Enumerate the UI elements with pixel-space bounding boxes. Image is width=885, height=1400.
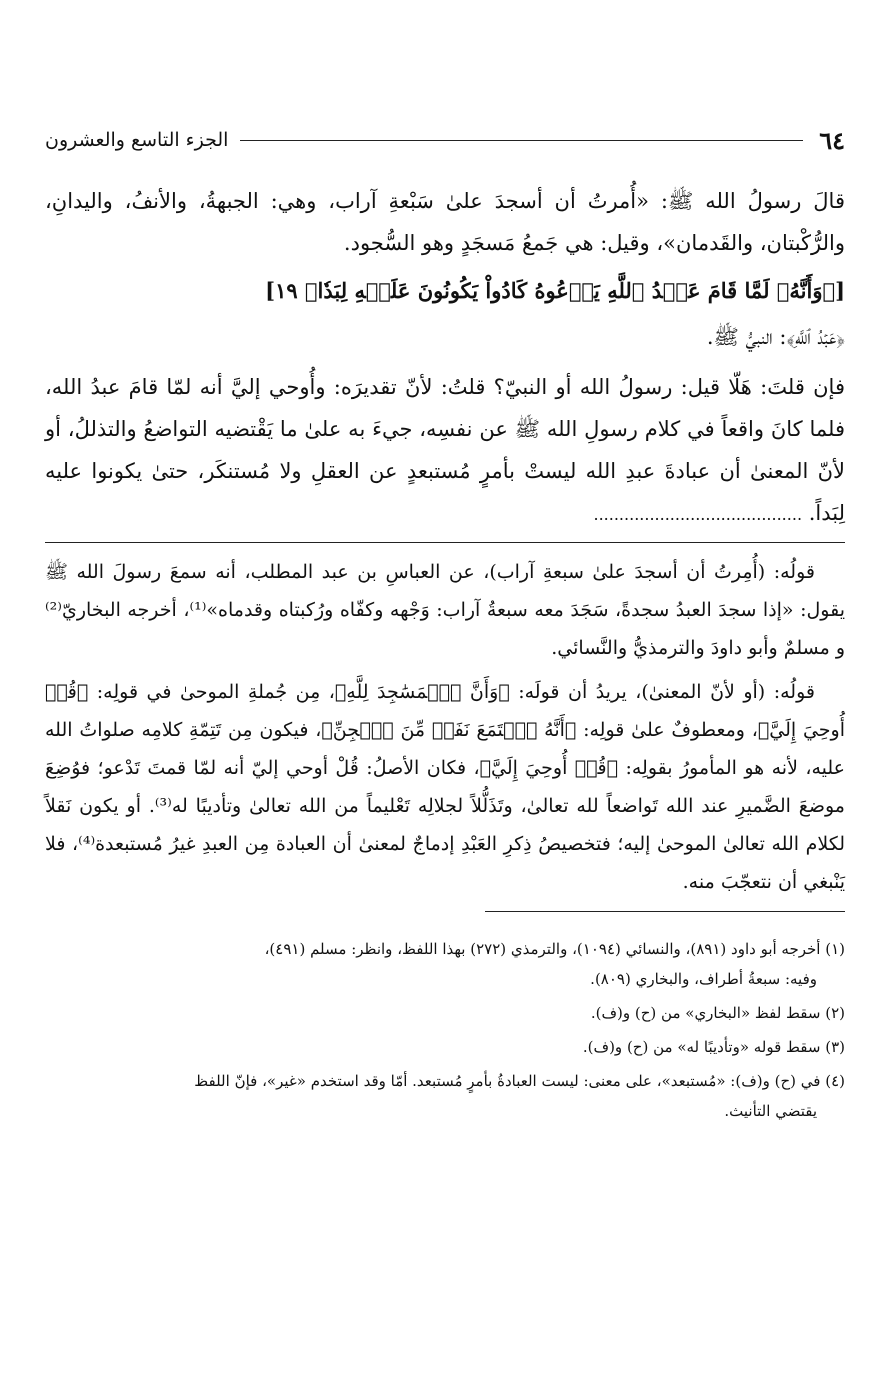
footnote-line: (١) أخرجه أبو داود (٨٩١)، والنسائي (١٠٩٤)، والترمذي (٢٧٢) بهذا اللفظ، وانظر: مسلم (٤٩١)، [264,940,845,958]
commentary-paragraph: قولُه: (أو لأنّ المعنىٰ)، يريدُ أن قولَه: ﴿وَأَنَّ ٱلۡمَسَٰجِدَ لِلَّهِ﴾، مِن جُملةِ الموحىٰ في قولِه: ﴿قُلۡ أُوحِيَ إِلَيَّ﴾، ومعطوفٌ علىٰ قولِه: ﴿أَنَّهُ ٱسۡتَمَعَ نَفَرٞ مِّنَ ٱلۡجِنِّ﴾، فيكون مِن تَتِمّةِ كلامِه صلواتُ الله عليه، لأنه هو المأمورُ بقولِه: ﴿قُلۡ أُوحِيَ إِلَيَّ﴾، فكان الأصلُ: قُلْ أوحي إليّ أنه لمّا قمتَ تَدْعو؛ فوُضِعَ موضعَ الضَّميرِ عند الله تَواضعاً لله تعالىٰ، وتَذَلُّلاً لجلالِه تَعْليماً من الله تعالىٰ وتأديبًا له⁽³⁾. أو يكون نَقلاً لكلام الله تعالىٰ الموحىٰ إليه؛ فتخصيصُ ذِكرِ العَبْدِ إدماجٌ لمعنىٰ أن العبادة مِن العبدِ غيرُ مُستبعدة⁽⁴⁾، فلا يَنْبغي أن نتعجّبَ منه. [45,681,845,893]
footnote: (٢) سقط لفظ «البخاري» من (ح) و(ف). [590,1004,845,1022]
header-title: الجزء التاسع والعشرون [45,129,229,151]
commentary-paragraph: قولُه: (أُمِرتُ أن أسجدَ علىٰ سبعةِ آراب)، عن العباسِ بن عبد المطلب، أنه سمعَ رسولَ الله ﷺ يقول: «إذا سجدَ العبدُ سجدةً، سَجَدَ معه سبعةُ آراب: وَجْهه وكفّاه ورُكبتاه وقدماه»⁽¹⁾، أخرجه البخاريّ⁽²⁾ و مسلمٌ وأبو داودَ والترمذيُّ والنَّسائي. [45,561,845,659]
verse-gloss: ﴿عَبۡدُ ٱللَّهِ﴾: النبيُّ ﷺ. [706,325,845,349]
main-paragraph: قالَ رسولُ الله ﷺ: «أُمرتُ أن أسجدَ علىٰ سَبْعةِ آراب، وهي: الجبهةُ، والأنفُ، واليدانِ، والرُّكْبتان، والقَدمان»، وقيل: هي جَمعُ مَسجَدٍ وهو السُّجود. [45,189,845,255]
page-number: ٦٤ [819,125,845,155]
footnote-line: وفيه: سبعةُ أطراف، والبخاري (٨٠٩). [590,970,817,988]
header-rule [240,140,803,141]
main-text [45,180,845,536]
commentary [45,553,845,901]
dotted-leader: ......................................... [593,505,803,524]
section-divider [45,542,845,543]
footnote-line: (٤) في (ح) و(ف): «مُستبعد»، على معنى: ليست العبادةُ بأمرٍ مُستبعد. أمّا وقد استخدم «غير»، فإنّ اللفظ [194,1072,845,1090]
running-header [45,120,845,160]
footnote-divider [485,911,845,912]
footnote [45,1066,845,1126]
main-paragraph [45,366,845,536]
footnote [45,934,845,994]
footnotes [45,934,845,1126]
footnote: (٣) سقط قوله «وتأديبًا له» من (ح) و(ف). [582,1038,845,1056]
quran-verse: [﴿وَأَنَّهُۥ لَمَّا قَامَ عَبۡدُ ٱللَّهِ يَدۡعُوهُ كَادُواْ يَكُونُونَ عَلَيۡهِ لِبَدٗا﴾ ١٩] [265,278,845,303]
page [45,120,845,1130]
main-paragraph-text: فإن قلتَ: هَلّا قيل: رسولُ الله أو النبيّ؟ قلتُ: لأنّ تقديرَه: وأُوحي إليَّ أنه لمّا قامَ عبدُ الله، فلما كانَ واقعاً في كلام رسولِ الله ﷺ عن نفسِه، جيءَ به علىٰ ما يَقْتضيه التواضعُ والتذللُ، أو لأنّ المعنىٰ أن عبادةَ عبدِ الله ليستْ بأمرٍ مُستبعدٍ عن العقلِ ولا مُستنكَر، حتىٰ يكونوا عليه لِبَداً. [45,375,846,525]
footnote-line: يقتضي التأنيث. [724,1102,817,1120]
